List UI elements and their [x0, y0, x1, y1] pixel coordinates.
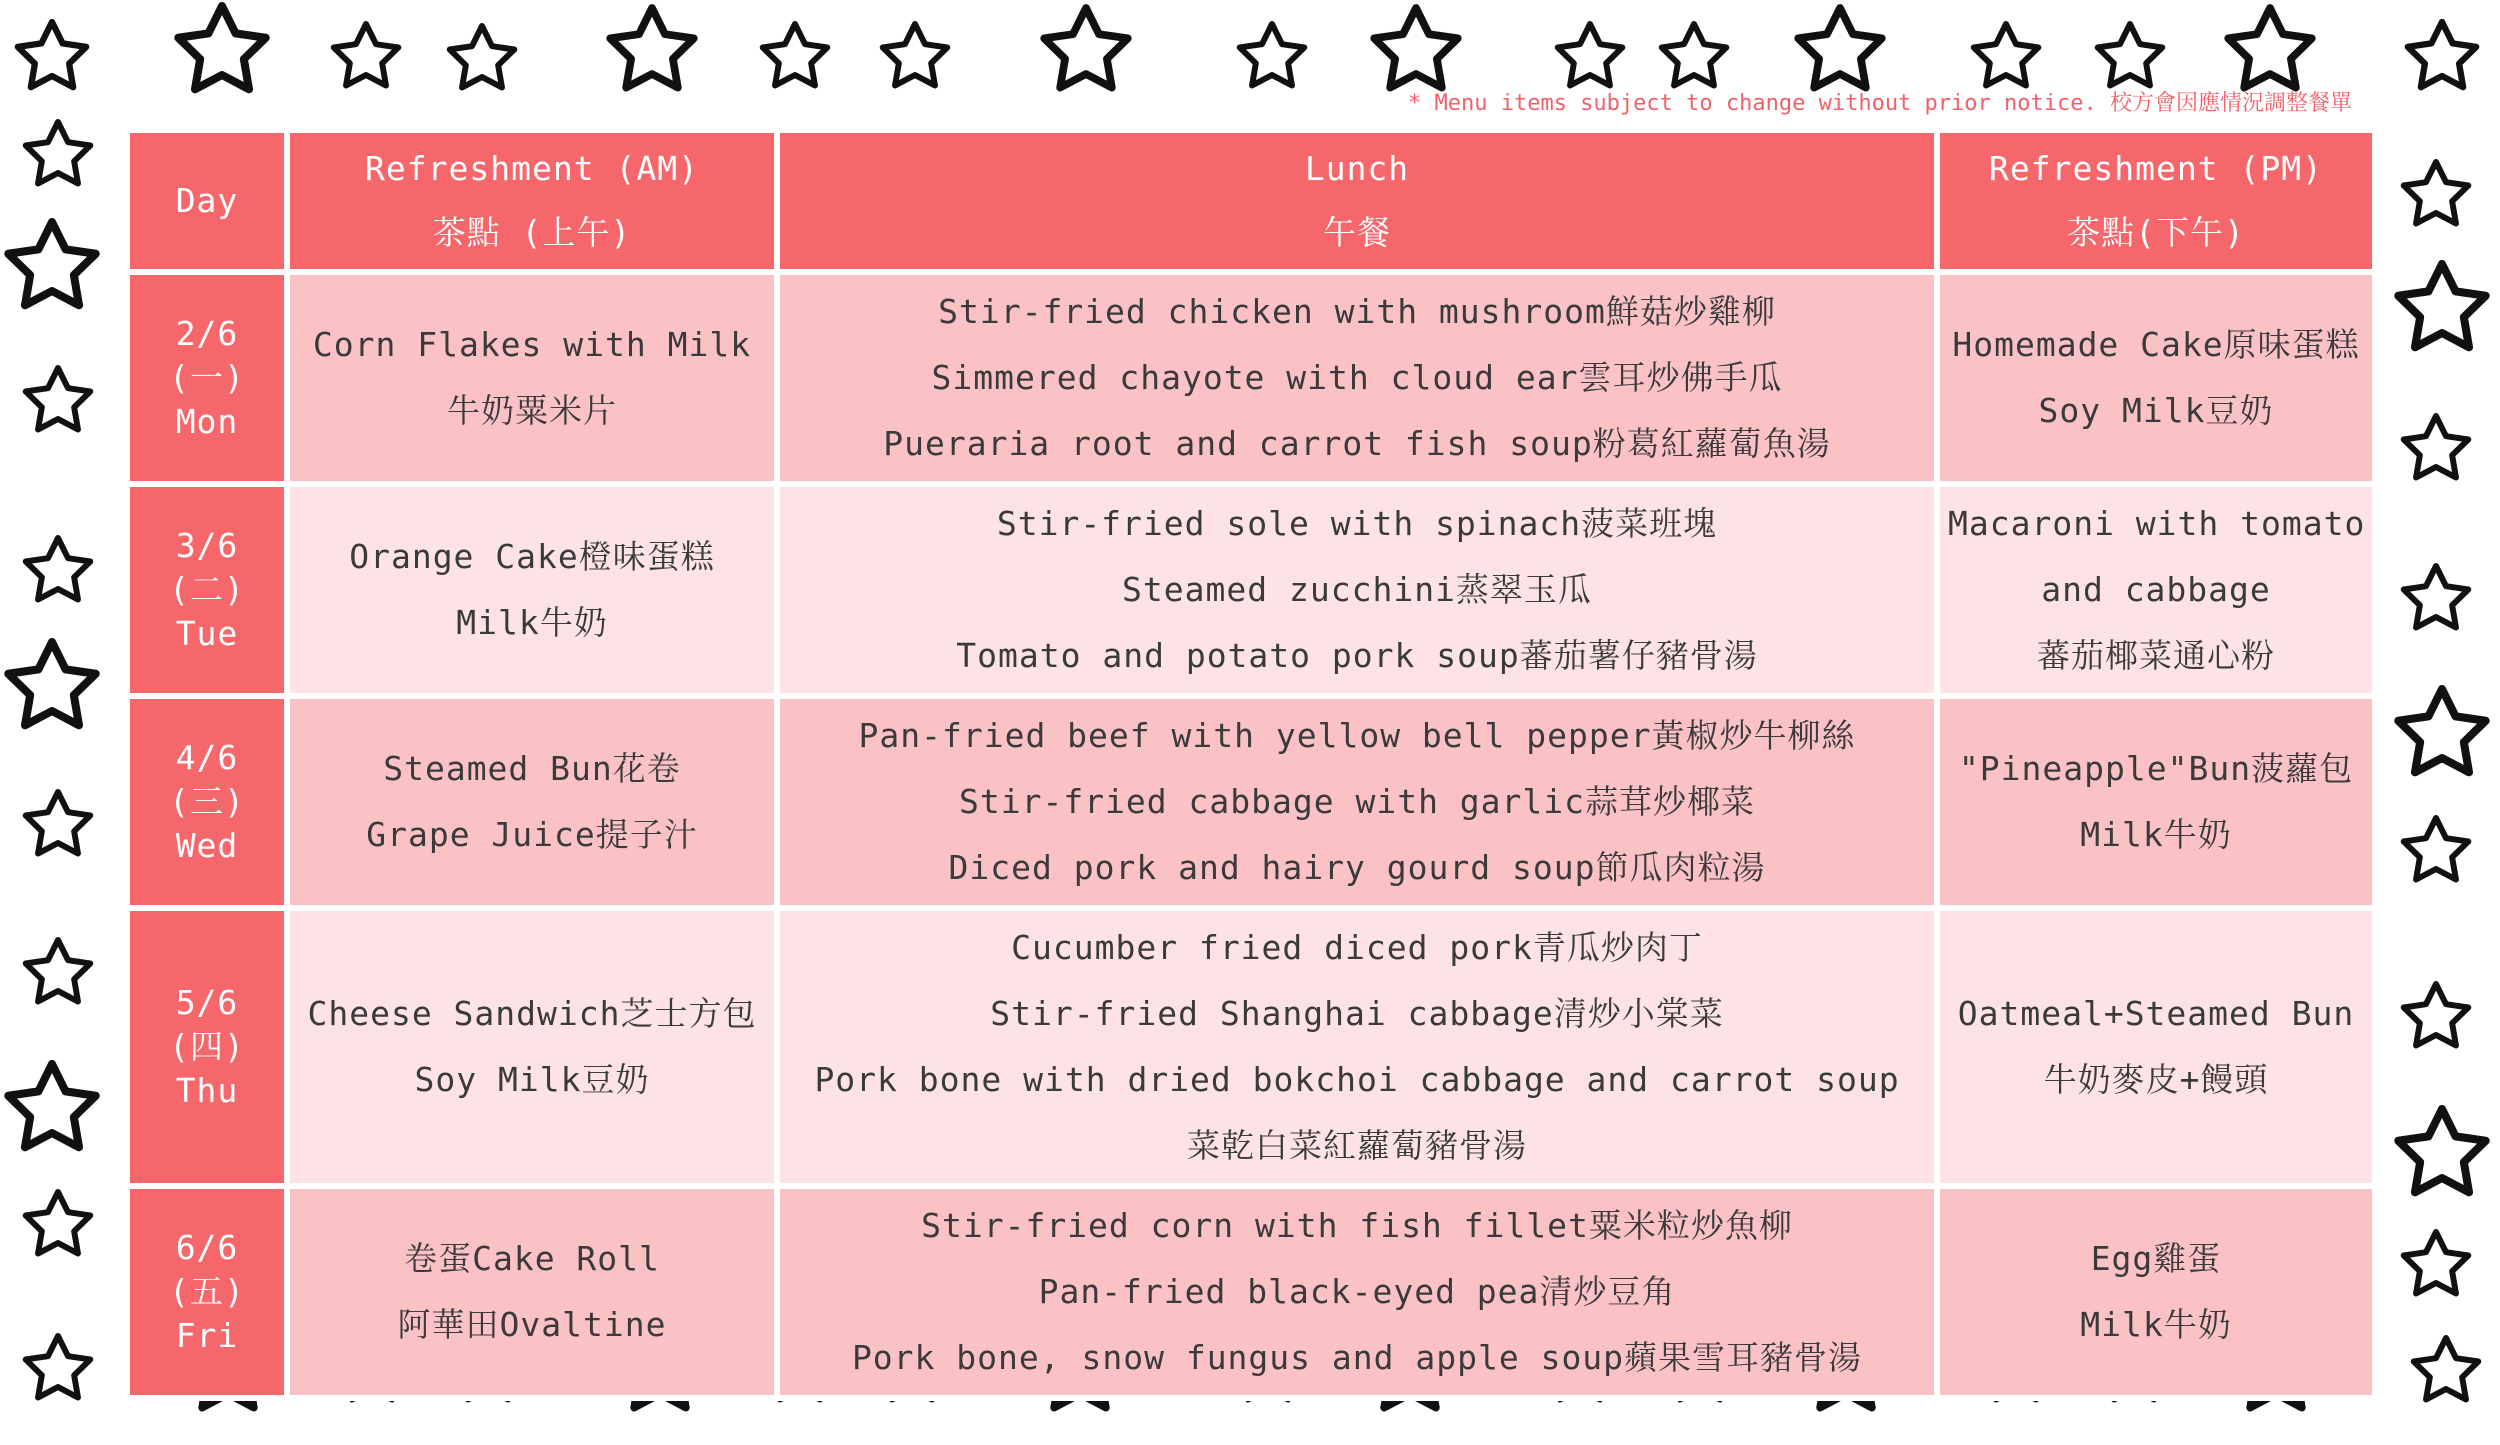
star-icon: [178, 6, 265, 89]
star-icon: [2404, 1232, 2469, 1294]
star-icon: [26, 1192, 91, 1254]
table-row: [127, 908, 2375, 1186]
star-icon: [26, 792, 91, 854]
table-row: [127, 484, 2375, 696]
table-row: [127, 1186, 2375, 1398]
day-weekday-en: Wed: [175, 826, 239, 865]
header-pm-en: Refreshment (PM): [1989, 149, 2323, 188]
star-icon: [1558, 24, 1623, 86]
lunch-cell: [777, 696, 1937, 908]
star-icon: [334, 24, 399, 86]
menu-item: Macaroni with tomato: [1948, 504, 2366, 543]
lunch-cell: [777, 484, 1937, 696]
star-icon: [8, 1064, 95, 1147]
day-weekday-en: Tue: [175, 614, 239, 653]
star-icon: [2414, 1338, 2479, 1400]
star-icon: [2404, 416, 2469, 478]
table-header-row: [127, 130, 2375, 272]
star-icon: [1662, 24, 1727, 86]
day-weekday-zh: (五): [169, 1272, 245, 1311]
menu-item: Steamed Bun花卷: [383, 749, 681, 788]
pm-cell: [1937, 696, 2375, 908]
menu-item: Stir-fried sole with spinach菠菜班塊: [996, 504, 1718, 543]
star-icon: [1974, 24, 2039, 86]
menu-item: Stir-fried cabbage with garlic蒜茸炒椰菜: [958, 782, 1756, 821]
menu-item: Egg雞蛋: [2090, 1239, 2222, 1278]
table-row: [127, 272, 2375, 484]
lunch-cell: [777, 272, 1937, 484]
menu-item: Orange Cake橙味蛋糕: [349, 537, 715, 576]
menu-item: Homemade Cake原味蛋糕: [1952, 325, 2360, 364]
star-icon: [1240, 24, 1305, 86]
header-pm-zh: 茶點(下午): [2067, 213, 2245, 252]
star-icon: [8, 222, 95, 305]
menu-item: Grape Juice提子汁: [366, 815, 698, 854]
day-weekday-zh: (三): [169, 782, 245, 821]
day-weekday-en: Thu: [175, 1071, 239, 1110]
menu-item: 牛奶粟米片: [447, 391, 617, 430]
menu-item: Pan-fried beef with yellow bell pepper黃椒炒牛柳絲: [858, 716, 1856, 755]
am-cell: [287, 696, 777, 908]
menu-item: Soy Milk豆奶: [2038, 391, 2274, 430]
day-date: 5/6: [175, 983, 239, 1022]
menu-item: 阿華田Ovaltine: [397, 1305, 667, 1344]
lunch-cell: [777, 1186, 1937, 1398]
menu-item: Milk牛奶: [2080, 1305, 2232, 1344]
star-icon: [450, 26, 515, 88]
header-lunch-zh: 午餐: [1323, 213, 1391, 252]
header-lunch: [777, 130, 1937, 272]
star-icon: [2398, 1109, 2485, 1192]
menu-item: 牛奶麥皮+饅頭: [2043, 1060, 2269, 1099]
day-weekday-zh: (一): [169, 358, 245, 397]
star-icon: [1798, 8, 1882, 88]
lunch-cell: [777, 908, 1937, 1186]
star-icon: [763, 24, 828, 86]
menu-item: Cheese Sandwich芝士方包: [307, 994, 757, 1033]
menu-item: 卷蛋Cake Roll: [404, 1239, 660, 1278]
am-cell: [287, 1186, 777, 1398]
star-icon: [2404, 984, 2469, 1046]
menu-item: Cucumber fried diced pork青瓜炒肉丁: [1011, 928, 1703, 967]
menu-item: Simmered chayote with cloud ear雲耳炒佛手瓜: [931, 358, 1783, 397]
menu-item: 菜乾白菜紅蘿蔔豬骨湯: [1187, 1126, 1527, 1165]
header-am-en: Refreshment (AM): [365, 149, 699, 188]
day-weekday-en: Mon: [175, 402, 239, 441]
star-icon: [2404, 566, 2469, 628]
star-icon: [2228, 8, 2312, 88]
star-icon: [26, 122, 91, 184]
header-am-zh: 茶點 (上午): [432, 213, 632, 252]
star-icon: [8, 642, 95, 725]
day-date: 2/6: [175, 314, 239, 353]
menu-item: Corn Flakes with Milk: [312, 325, 752, 364]
pm-cell: [1937, 272, 2375, 484]
menu-item: Tomato and potato pork soup蕃茄薯仔豬骨湯: [956, 636, 1758, 675]
menu-item: Stir-fried chicken with mushroom鮮菇炒雞柳: [938, 292, 1776, 331]
star-icon: [26, 940, 91, 1002]
menu-item: Diced pork and hairy gourd soup節瓜肉粒湯: [948, 848, 1766, 887]
star-icon: [2398, 264, 2485, 347]
star-icon: [1044, 8, 1128, 88]
star-icon: [26, 538, 91, 600]
weekly-menu-table: [124, 127, 2378, 1401]
menu-item: Soy Milk豆奶: [414, 1060, 650, 1099]
menu-item: Pueraria root and carrot fish soup粉葛紅蘿蔔魚湯: [883, 424, 1831, 463]
header-lunch-en: Lunch: [1304, 149, 1410, 188]
menu-item: Pan-fried black-eyed pea清炒豆角: [1038, 1272, 1676, 1311]
star-icon: [26, 1336, 91, 1398]
star-icon: [26, 368, 91, 430]
menu-item: and cabbage: [2041, 570, 2271, 609]
star-icon: [883, 24, 948, 86]
pm-cell: [1937, 1186, 2375, 1398]
star-icon: [2398, 689, 2485, 772]
menu-item: 蕃茄椰菜通心粉: [2037, 636, 2275, 675]
day-date: 6/6: [175, 1228, 239, 1267]
table-row: [127, 696, 2375, 908]
day-cell: [127, 696, 287, 908]
header-day: Day: [127, 130, 287, 272]
header-refreshment-pm: [1937, 130, 2375, 272]
day-cell: [127, 272, 287, 484]
menu-item: Stir-fried corn with fish fillet粟米粒炒魚柳: [921, 1206, 1793, 1245]
menu-item: Steamed zucchini蒸翠玉瓜: [1122, 570, 1592, 609]
pm-cell: [1937, 908, 2375, 1186]
day-date: 3/6: [175, 526, 239, 565]
day-weekday-zh: (四): [169, 1027, 245, 1066]
star-icon: [610, 8, 694, 88]
am-cell: [287, 272, 777, 484]
menu-item: Milk牛奶: [456, 603, 608, 642]
star-icon: [18, 22, 86, 87]
am-cell: [287, 484, 777, 696]
star-icon: [2408, 22, 2476, 87]
menu-item: Milk牛奶: [2080, 815, 2232, 854]
star-icon: [2404, 162, 2469, 224]
pm-cell: [1937, 484, 2375, 696]
day-cell: [127, 484, 287, 696]
menu-notice: * Menu items subject to change without prior notice. 校方會因應情況調整餐單: [1408, 91, 2352, 116]
menu-item: Stir-fried Shanghai cabbage清炒小棠菜: [990, 994, 1724, 1033]
star-icon: [2098, 24, 2163, 86]
day-weekday-en: Fri: [175, 1316, 239, 1355]
star-icon: [1374, 8, 1458, 88]
header-refreshment-am: [287, 130, 777, 272]
day-date: 4/6: [175, 738, 239, 777]
menu-item: Pork bone with dried bokchoi cabbage and carrot soup: [814, 1060, 1900, 1099]
day-cell: [127, 908, 287, 1186]
menu-item: "Pineapple"Bun菠蘿包: [1958, 749, 2354, 788]
day-weekday-zh: (二): [169, 570, 245, 609]
star-icon: [2404, 818, 2469, 880]
am-cell: [287, 908, 777, 1186]
menu-item: Pork bone, snow fungus and apple soup蘋果雪耳豬骨湯: [851, 1338, 1863, 1377]
menu-item: Oatmeal+Steamed Bun: [1957, 994, 2355, 1033]
day-cell: [127, 1186, 287, 1398]
